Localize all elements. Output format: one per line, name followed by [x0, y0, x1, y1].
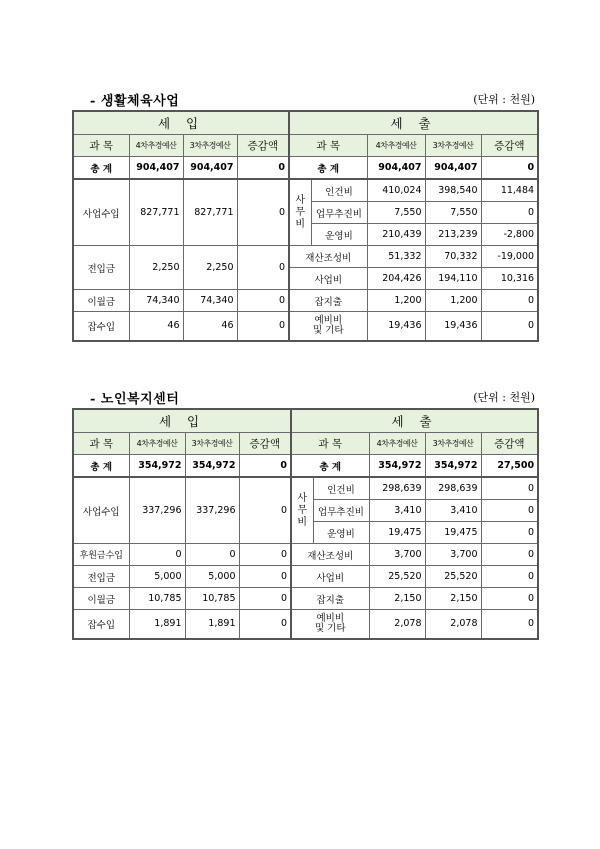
table-row: [73, 246, 538, 268]
income-label: 사업수입: [73, 179, 129, 246]
cell: 2,078: [425, 610, 481, 639]
cell: 354,972: [369, 455, 425, 478]
cell: 70,332: [425, 246, 481, 268]
col-3rd-header: 3차추경예산: [183, 135, 237, 157]
table-row: [73, 588, 538, 610]
income-header: 세 입: [73, 111, 289, 135]
expense-header: 세 출: [291, 409, 538, 433]
cell: 2,250: [129, 246, 183, 290]
income-label: 잡수입: [73, 610, 129, 639]
cell: 10,785: [185, 588, 239, 610]
expense-label: 예비비 및 기타: [289, 312, 367, 341]
cell: 10,785: [129, 588, 185, 610]
total-row: [73, 455, 538, 478]
col-diff-header: 증감액: [237, 135, 289, 157]
cell: 0: [481, 522, 538, 544]
cell: 19,475: [425, 522, 481, 544]
col-diff-header: 증감액: [239, 433, 291, 455]
cell: 0: [239, 544, 291, 566]
cell: 19,475: [369, 522, 425, 544]
section-header: [72, 90, 537, 110]
table-row: [73, 312, 538, 341]
section-sports: [72, 90, 537, 342]
table-row: [73, 290, 538, 312]
total-label: 총 계: [289, 157, 367, 180]
table-row: [73, 477, 538, 500]
table-row: [73, 179, 538, 202]
cell: 827,771: [183, 179, 237, 246]
cell: 0: [239, 477, 291, 544]
col-3rd-header: 3차추경예산: [185, 433, 239, 455]
total-label: 총 계: [291, 455, 369, 478]
office-expense-label: 사 무 비: [291, 477, 313, 544]
expense-label: 운영비: [313, 522, 369, 544]
cell: 0: [481, 312, 538, 341]
cell: 0: [237, 246, 289, 290]
cell: 1,891: [185, 610, 239, 639]
cell: 337,296: [185, 477, 239, 544]
income-label: 전입금: [73, 246, 129, 290]
cell: -2,800: [481, 224, 538, 246]
income-label: 이월금: [73, 588, 129, 610]
cell: 410,024: [367, 179, 425, 202]
expense-label: 운영비: [311, 224, 367, 246]
cell: 1,200: [367, 290, 425, 312]
cell: 3,700: [369, 544, 425, 566]
cell: -19,000: [481, 246, 538, 268]
cell: 0: [481, 290, 538, 312]
expense-label: 잡지출: [289, 290, 367, 312]
cell: 0: [239, 588, 291, 610]
cell: 19,436: [425, 312, 481, 341]
section-senior-center: [72, 388, 537, 640]
expense-label: 재산조성비: [291, 544, 369, 566]
col-4th-header: 4차추경예산: [129, 433, 185, 455]
cell: 10,316: [481, 268, 538, 290]
cell: 904,407: [425, 157, 481, 180]
cell: 354,972: [129, 455, 185, 478]
expense-label: 사업비: [289, 268, 367, 290]
cell: 7,550: [425, 202, 481, 224]
cell: 0: [129, 544, 185, 566]
office-expense-label: 사 무 비: [289, 179, 311, 246]
col-3rd-header: 3차추경예산: [425, 433, 481, 455]
cell: 213,239: [425, 224, 481, 246]
cell: 0: [481, 544, 538, 566]
col-3rd-header: 3차추경예산: [425, 135, 481, 157]
cell: 74,340: [129, 290, 183, 312]
item-header: 과 목: [289, 135, 367, 157]
cell: 0: [237, 312, 289, 341]
cell: 7,550: [367, 202, 425, 224]
item-header: 과 목: [291, 433, 369, 455]
income-label: 이월금: [73, 290, 129, 312]
cell: 51,332: [367, 246, 425, 268]
expense-label: 인건비: [313, 477, 369, 500]
col-diff-header: 증감액: [481, 433, 538, 455]
col-4th-header: 4차추경예산: [129, 135, 183, 157]
cell: 0: [481, 566, 538, 588]
cell: 904,407: [367, 157, 425, 180]
table-row: [73, 610, 538, 639]
total-label: 총 계: [73, 157, 129, 180]
cell: 2,078: [369, 610, 425, 639]
cell: 0: [481, 157, 538, 180]
cell: 3,700: [425, 544, 481, 566]
expense-label: 잡지출: [291, 588, 369, 610]
cell: 354,972: [425, 455, 481, 478]
cell: 0: [481, 588, 538, 610]
cell: 2,150: [425, 588, 481, 610]
income-header: 세 입: [73, 409, 291, 433]
cell: 3,410: [425, 500, 481, 522]
cell: 0: [185, 544, 239, 566]
col-4th-header: 4차추경예산: [369, 433, 425, 455]
cell: 904,407: [183, 157, 237, 180]
cell: 0: [481, 202, 538, 224]
total-row: [73, 157, 538, 180]
item-header: 과 목: [73, 433, 129, 455]
cell: 337,296: [129, 477, 185, 544]
income-label: 후원금수입: [73, 544, 129, 566]
cell: 19,436: [367, 312, 425, 341]
cell: 46: [129, 312, 183, 341]
income-label: 전입금: [73, 566, 129, 588]
budget-table: [72, 110, 539, 342]
section-title: - 노인복지센터: [90, 392, 180, 407]
total-label: 총 계: [73, 455, 129, 478]
cell: 5,000: [185, 566, 239, 588]
cell: 0: [481, 477, 538, 500]
table-row: [73, 566, 538, 588]
expense-header: 세 출: [289, 111, 538, 135]
cell: 0: [481, 500, 538, 522]
expense-label: 인건비: [311, 179, 367, 202]
cell: 46: [183, 312, 237, 341]
cell: 11,484: [481, 179, 538, 202]
expense-label: 업무추진비: [313, 500, 369, 522]
expense-label: 재산조성비: [289, 246, 367, 268]
item-header: 과 목: [73, 135, 129, 157]
col-diff-header: 증감액: [481, 135, 538, 157]
cell: 354,972: [185, 455, 239, 478]
cell: 5,000: [129, 566, 185, 588]
cell: 1,200: [425, 290, 481, 312]
expense-label: 업무추진비: [311, 202, 367, 224]
unit-label: (단위 : 천원): [473, 391, 535, 404]
cell: 194,110: [425, 268, 481, 290]
cell: 298,639: [369, 477, 425, 500]
cell: 298,639: [425, 477, 481, 500]
cell: 204,426: [367, 268, 425, 290]
cell: 2,150: [369, 588, 425, 610]
cell: 0: [239, 610, 291, 639]
expense-label: 예비비 및 기타: [291, 610, 369, 639]
cell: 210,439: [367, 224, 425, 246]
section-title: - 생활체육사업: [90, 94, 180, 109]
cell: 904,407: [129, 157, 183, 180]
cell: 0: [237, 290, 289, 312]
cell: 27,500: [481, 455, 538, 478]
budget-table: [72, 408, 539, 640]
cell: 25,520: [369, 566, 425, 588]
cell: 1,891: [129, 610, 185, 639]
cell: 25,520: [425, 566, 481, 588]
cell: 3,410: [369, 500, 425, 522]
section-header: [72, 388, 537, 408]
expense-label: 사업비: [291, 566, 369, 588]
cell: 0: [481, 610, 538, 639]
col-4th-header: 4차추경예산: [367, 135, 425, 157]
cell: 0: [239, 566, 291, 588]
cell: 0: [239, 455, 291, 478]
unit-label: (단위 : 천원): [473, 93, 535, 106]
cell: 2,250: [183, 246, 237, 290]
cell: 398,540: [425, 179, 481, 202]
income-label: 사업수입: [73, 477, 129, 544]
cell: 827,771: [129, 179, 183, 246]
cell: 0: [237, 157, 289, 180]
cell: 74,340: [183, 290, 237, 312]
table-row: [73, 544, 538, 566]
cell: 0: [237, 179, 289, 246]
income-label: 잡수입: [73, 312, 129, 341]
